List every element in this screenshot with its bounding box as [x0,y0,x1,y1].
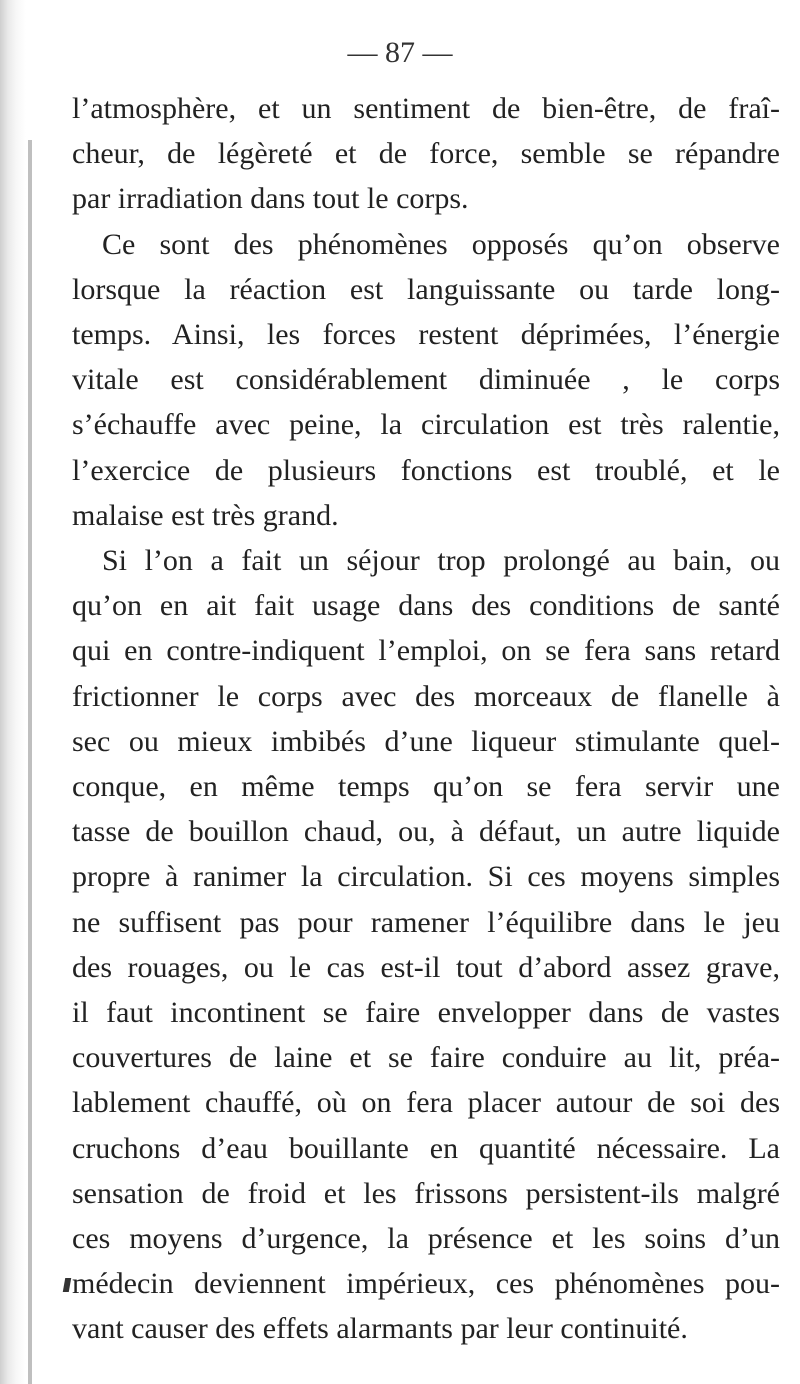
text-line: l’atmosphère, et un sentiment de bien-être, de fraî- [72,92,780,125]
text-line: des rouages, ou le cas est-il tout d’abord assez grave, [72,950,780,984]
page-number: — 87 — [347,36,453,69]
text-line: sec ou mieux imbibés d’une liqueur stimulante quel- [72,724,780,758]
body-text [72,86,780,1352]
text-line: sensation de froid et les frissons persistent-ils malgré [72,1176,780,1210]
ink-mark [63,1278,71,1292]
text-line: couvertures de laine et se faire conduire au lit, préa- [72,1041,780,1075]
text-line: tasse de bouillon chaud, ou, à défaut, un autre liquide [72,815,780,849]
text-line: Si l’on a fait un séjour trop prolongé au bain, ou [102,544,780,578]
text-line: conque, en même temps qu’on se fera servir une [72,770,780,804]
text-line: ces moyens d’urgence, la présence et les soins d’un [72,1222,780,1256]
text-line: frictionner le corps avec des morceaux de flanelle à [72,679,780,713]
text-line: lorsque la réaction est languissante ou tarde long- [72,272,780,306]
text-line: Ce sont des phénomènes opposés qu’on observe [102,227,780,261]
text-line: temps. Ainsi, les forces restent déprimées, l’énergie [72,318,780,352]
text-line: l’exercice de plusieurs fonctions est troublé, et le [72,453,780,487]
text-line: vitale est considérablement diminuée , le corps [72,363,780,397]
text-line: propre à ranimer la circulation. Si ces moyens simples [72,860,780,894]
text-line: s’échauffe avec peine, la circulation est très ralentie, [72,408,780,442]
page-binding-edge [0,0,26,1384]
text-line: cruchons d’eau bouillante en quantité nécessaire. La [72,1131,780,1165]
text-line: vant causer des effets alarmants par leur continuité. [72,1312,688,1346]
text-line: qui en contre-indiquent l’emploi, on se fera sans retard [72,634,780,668]
text-line: ne suffisent pas pour ramener l’équilibre dans le jeu [72,905,780,939]
text-line: il faut incontinent se faire envelopper dans de vastes [72,996,780,1030]
page-binding-line [28,140,32,1384]
text-line: par irradiation dans tout le corps. [72,182,469,216]
text-line: médecin deviennent impérieux, ces phénomènes pou- [72,1267,780,1301]
text-line: cheur, de légèreté et de force, semble se répandre [72,137,780,171]
text-line: qu’on en ait fait usage dans des conditions de santé [72,589,780,623]
text-line: lablement chauffé, où on fera placer autour de soi des [72,1086,780,1120]
text-line: malaise est très grand. [72,498,339,532]
